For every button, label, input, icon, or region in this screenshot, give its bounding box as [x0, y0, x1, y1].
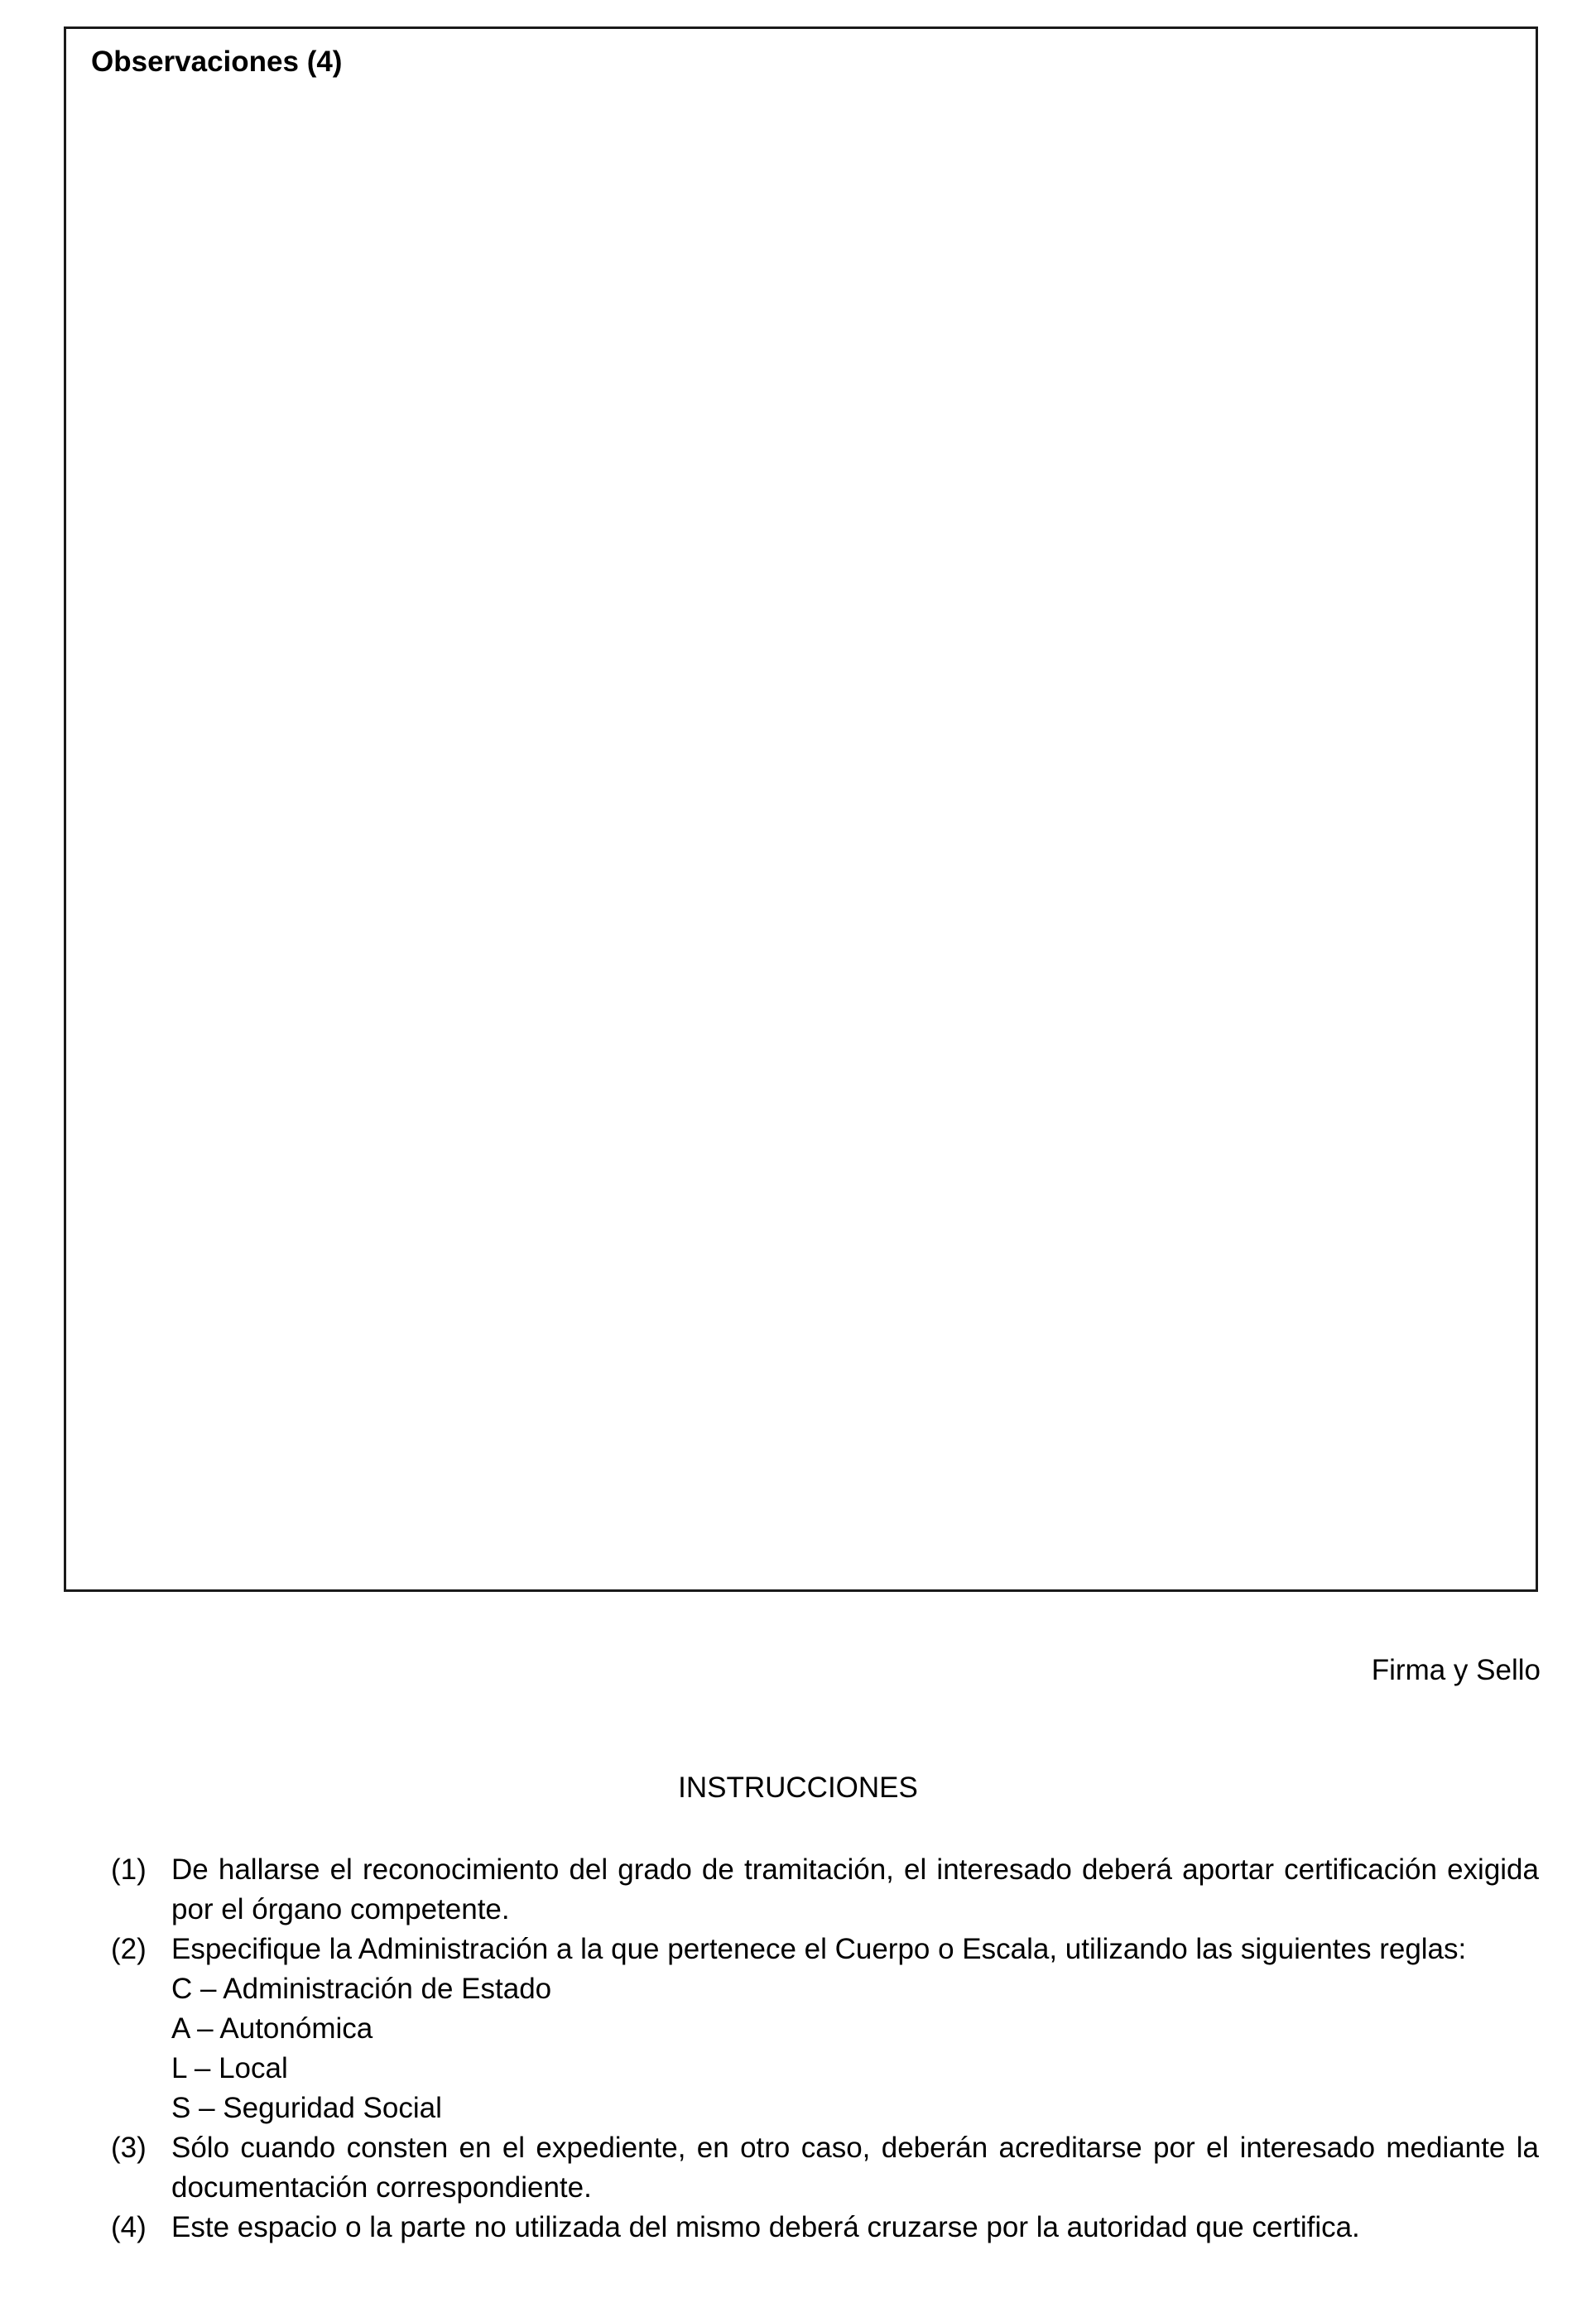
instruccion-number: (1) — [111, 1853, 147, 1886]
instruccion-text: Especifique la Administración a la que pertenece el Cuerpo o Escala, utilizando las siguientes reglas: — [171, 1933, 1467, 1965]
instrucciones-list — [111, 1850, 1539, 2248]
firma-y-sello-label: Firma y Sello — [1371, 1654, 1541, 1686]
regla-autonomica: A – Autonómica — [171, 2012, 373, 2045]
instruccion-item-4 — [111, 2208, 1539, 2248]
instrucciones-title: INSTRUCCIONES — [678, 1772, 918, 1804]
regla-local: L – Local — [171, 2052, 288, 2084]
regla-seguridad-social: S – Seguridad Social — [171, 2092, 442, 2124]
instruccion-number: (4) — [111, 2211, 147, 2243]
instruccion-item-1 — [111, 1850, 1539, 1930]
instruccion-number: (3) — [111, 2132, 147, 2164]
instruccion-text: Sólo cuando consten en el expediente, en otro caso, deberán acreditarse por el interesado mediante la documentación correspondiente. — [171, 2132, 1539, 2204]
instruccion-number: (2) — [111, 1933, 147, 1965]
instruccion-text: De hallarse el reconocimiento del grado de tramitación, el interesado deberá aportar certificación exigida por el órgano competente. — [171, 1853, 1539, 1925]
instruccion-item-2 — [111, 1930, 1539, 2128]
instruccion-item-3 — [111, 2128, 1539, 2208]
observaciones-title: Observaciones (4) — [91, 46, 343, 78]
observaciones-box — [64, 26, 1538, 1592]
instruccion-text: Este espacio o la parte no utilizada del mismo deberá cruzarse por la autoridad que certifica. — [171, 2211, 1360, 2243]
regla-administracion-estado: C – Administración de Estado — [171, 1973, 552, 2005]
